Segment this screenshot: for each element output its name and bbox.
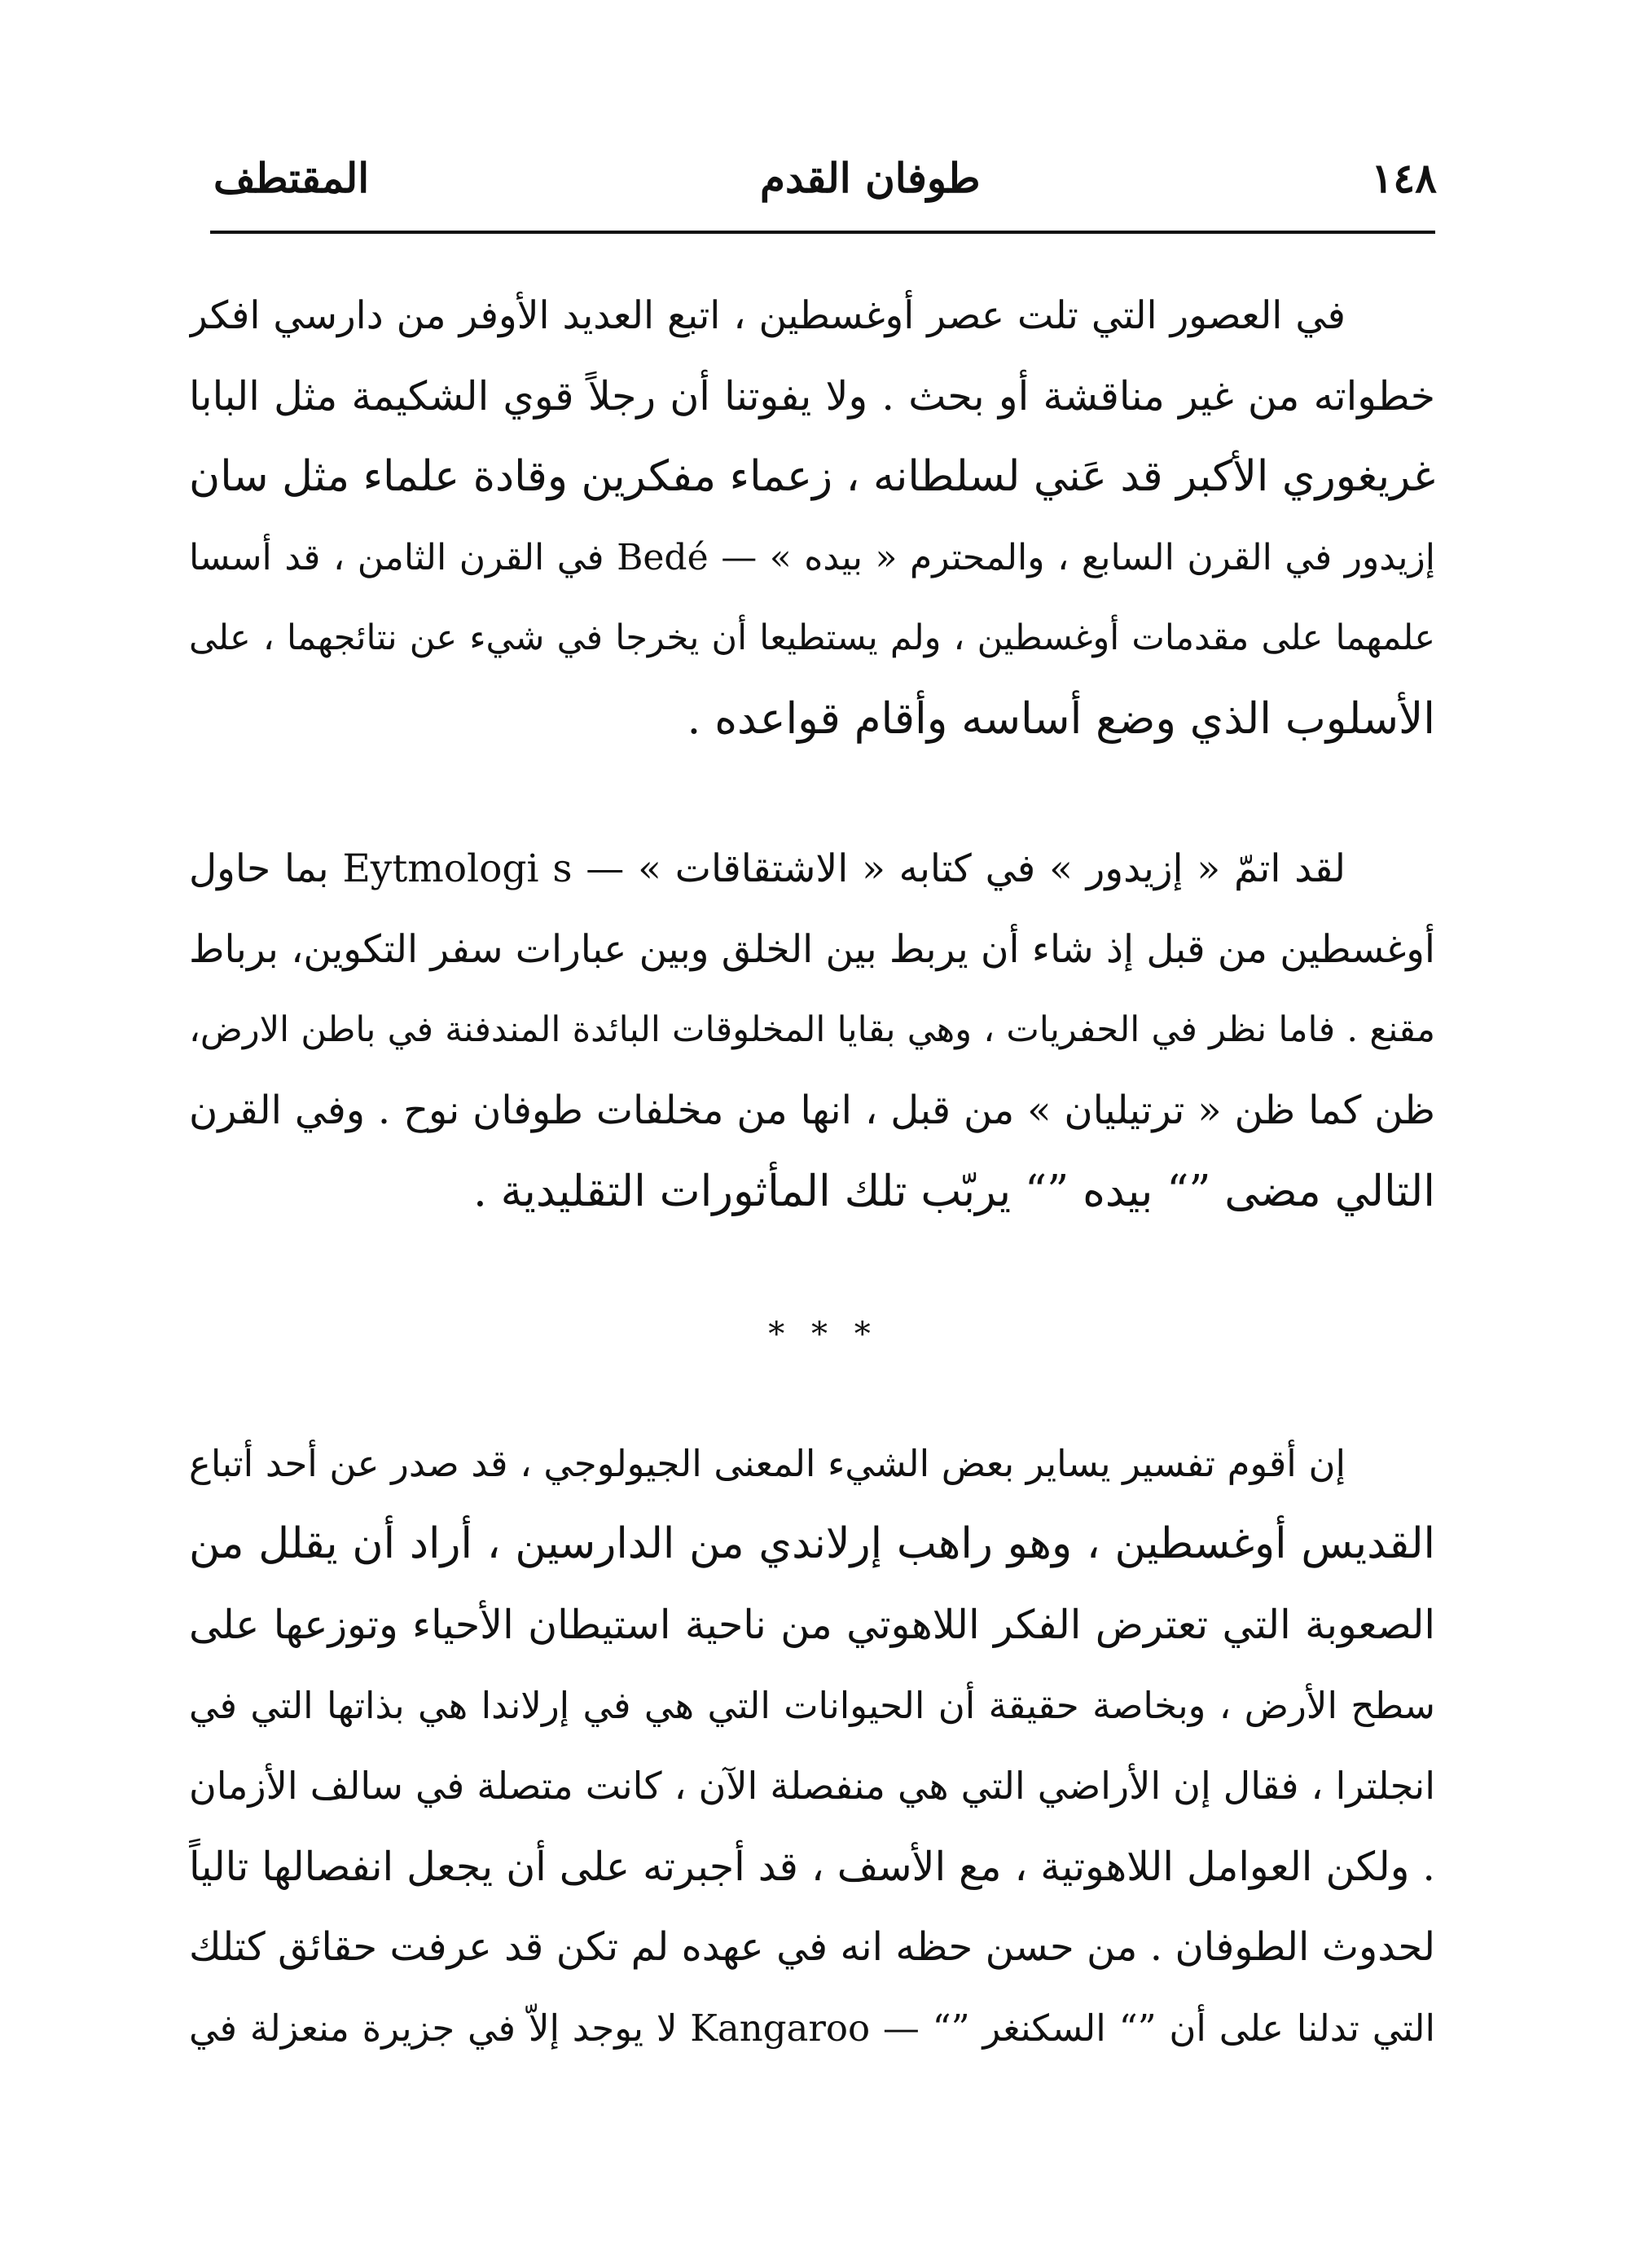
text-line: . ولكن العوامل اللاهوتية ، مع الأسف ، قد أجبرته على أن يجعل انفصالها تالياً	[189, 1844, 1435, 1890]
text-line: إن أقوم تفسير يساير بعض الشيء المعنى الجيولوجي ، قد صدر عن أحد أتباع	[189, 1442, 1346, 1485]
running-title: طوفان القدم	[760, 153, 981, 202]
text-line: أوغسطين من قبل إذ شاء أن يربط بين الخلق وبين عبارات سفر التكوين، برباط	[189, 927, 1435, 972]
text-line: سطح الأرض ، وبخاصة حقيقة أن الحيوانات التي هي في إرلاندا هي بذاتها التي في	[189, 1684, 1435, 1727]
header-rule	[210, 231, 1435, 234]
text-line: ظن كما ظن « ترتيليان » من قبل ، انها من مخلفات طوفان نوح . وفي القرن	[189, 1088, 1435, 1133]
section-separator: * * *	[768, 1316, 879, 1353]
page-number: ١٤٨	[1371, 153, 1437, 202]
text-line: انجلترا ، فقال إن الأراضي التي هي منفصلة الآن ، كانت متصلة في سالف الأزمان	[189, 1764, 1435, 1808]
text-line: مقنع . فاما نظر في الحفريات ، وهي بقايا المخلوقات البائدة المندفنة في باطن الارض،	[189, 1009, 1435, 1050]
paragraph-2	[189, 829, 1435, 1232]
text-line: إزيدور في القرن السابع ، والمحترم « بيده » — Bedé في القرن الثامن ، قد أسسا	[189, 537, 1435, 578]
text-line: في العصور التي تلت عصر أوغسطين ، اتبع العديد الأوفر من دارسي افكر	[189, 293, 1346, 338]
paragraph-1	[189, 275, 1435, 759]
text-line: التي تدلنا على أن ”“ السكنغر ”“ — Kangaroo لا يوجد إلاّ في جزيرة منعزلة في	[189, 2006, 1435, 2050]
text-line: لحدوث الطوفان . من حسن حظه انه في عهده لم تكن قد عرفت حقائق كتلك	[189, 1924, 1435, 1970]
text-line: الأسلوب الذي وضع أساسه وأقام قواعده .	[687, 694, 1435, 744]
journal-name: المقتطف	[213, 153, 370, 202]
text-line: لقد اتمّ « إزيدور » في كتابه « الاشتقاقات » — Eytmologi s بما حاول	[189, 846, 1346, 891]
text-line: الصعوبة التي تعترض الفكر اللاهوتي من ناحية استيطان الأحياء وتوزعها على	[189, 1602, 1435, 1648]
text-line: خطواته من غير مناقشة أو بحث . ولا يفوتنا أن رجلاً قوي الشكيمة مثل البابا	[189, 373, 1435, 420]
text-line: علمهما على مقدمات أوغسطين ، ولم يستطيعا أن يخرجا في شيء عن نتائجهما ، على	[189, 618, 1435, 658]
text-line: القديس أوغسطين ، وهو راهب إرلاندي من الدارسين ، أراد أن يقلل من	[189, 1519, 1435, 1568]
paragraph-3	[189, 1423, 1435, 2068]
text-line: التالي مضى ”“ بيده ”“ يربّب تلك المأثورات التقليدية .	[472, 1167, 1435, 1216]
page-header	[213, 145, 1437, 210]
text-line: غريغوري الأكبر قد عَني لسلطانه ، زعماء مفكرين وقادة علماء مثل سان	[189, 452, 1435, 501]
